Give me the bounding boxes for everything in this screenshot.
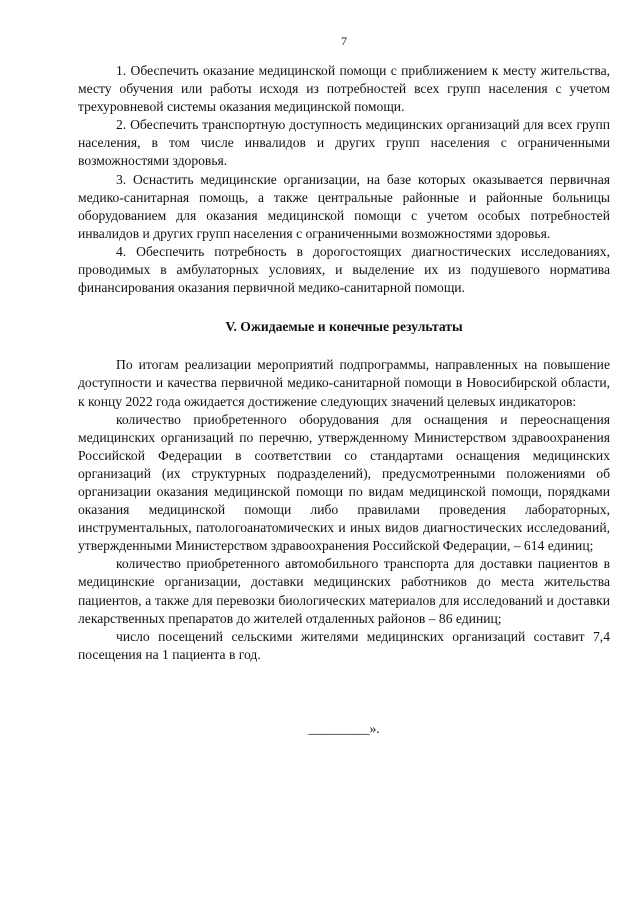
intro-paragraph: По итогам реализации мероприятий подпрограммы, направленных на повышение доступности и качества первичной медико-санитарной помощи в Новосибирской области, к концу 2022 года ожидается достижение следующих значений целевых индикаторов: [78,357,610,409]
indicator-item: количество приобретенного оборудования для оснащения и переоснащения медицинских организаций по перечню, утвержденному Министерством здравоохранения Российской Федерации в соответствии со стандартами оснащения медицинских организаций (их структурных подразделений), предусмотренными положениями об организации оказания медицинской помощи по видам медицинской помощи, порядками оказания медицинской помощи либо правилами проведения лабораторных, инструментальных, патологоанатомических и иных видов диагностических исследований, утвержденными Министерством здравоохранения Российской Федерации, – 614 единиц; [78,411,610,554]
document-page [78,34,610,738]
list-item: 2. Обеспечить транспортную доступность медицинских организаций для всех групп населения, в том числе инвалидов и других групп населения с ограниченными возможностями здоровья. [78,117,610,169]
indicator-item: число посещений сельскими жителями медицинских организаций составит 7,4 посещения на 1 пациента в год. [78,628,610,662]
list-item: 4. Обеспечить потребность в дорогостоящих диагностических исследованиях, проводимых в амбулаторных условиях, и выделение их из подушевого норматива финансирования оказания первичной медико-санитарной помощи. [78,243,610,296]
page-number: 7 [341,34,347,48]
section-heading: V. Ожидаемые и конечные результаты [225,319,463,335]
indicator-item: количество приобретенного автомобильного транспорта для доставки пациентов в медицинские организации, доставки медицинских работников до места жительства пациентов, а также для перевозки биологических материалов для исследований и доставки лекарственных препаратов до жителей отдаленных районов – 86 единиц; [78,556,610,626]
list-item: 1. Обеспечить оказание медицинской помощи с приближением к месту жительства, месту обучения или работы исходя из потребностей всех групп населения с учетом трехуровневой системы оказания медицинской помощи. [78,63,610,115]
closing-mark: _________». [308,720,380,736]
list-item: 3. Оснастить медицинские организации, на базе которых оказывается первичная медико-санитарная помощь, а также центральные районные и районные больницы оборудованием для оказания медицинской помощи с учетом особых потребностей инвалидов и других групп населения с ограниченными возможностями здоровья. [78,171,610,241]
